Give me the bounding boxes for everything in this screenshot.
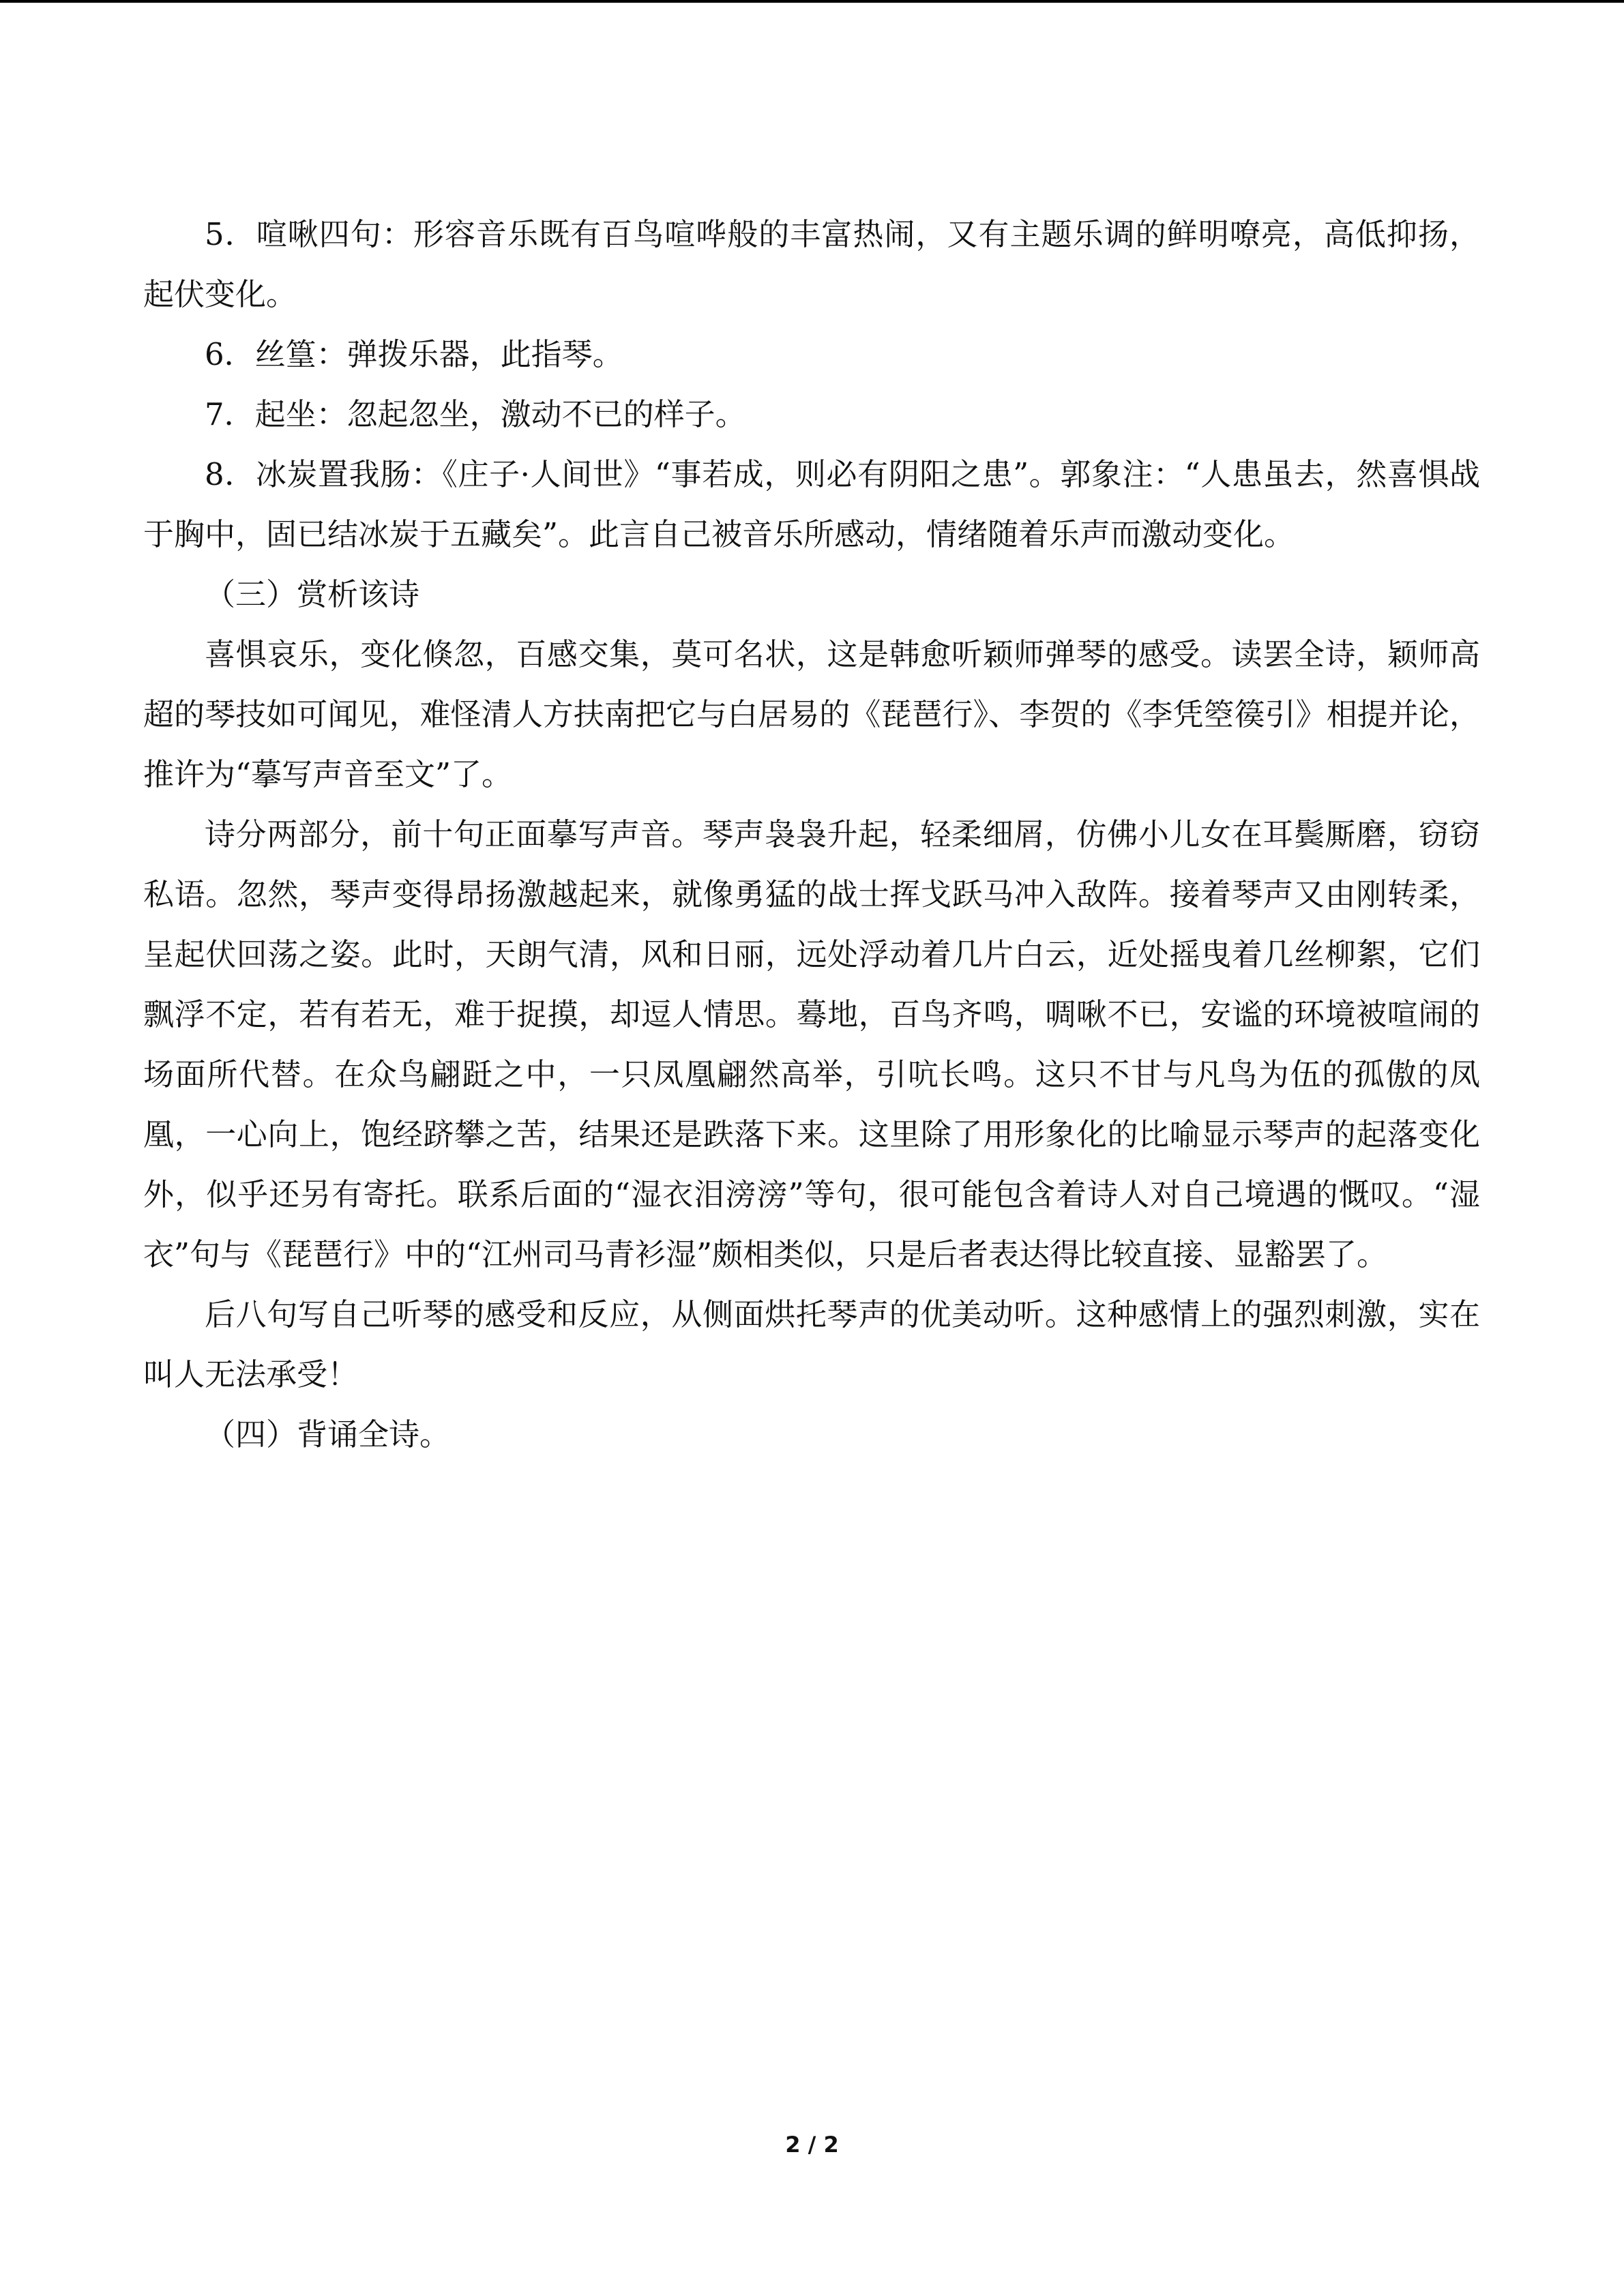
note-5: 5．喧啾四句：形容音乐既有百鸟喧哗般的丰富热闹，又有主题乐调的鲜明嘹亮，高低抑扬，起伏变化。 [143,216,1480,312]
appreciation-paragraph-1: 喜惧哀乐，变化倏忽，百感交集，莫可名状，这是韩愈听颖师弹琴的感受。读罢全诗，颖师高超的琴技如可闻见，难怪清人方扶南把它与白居易的《琵琶行》、李贺的《李凭箜篌引》相提并论，推许为“摹写声音至文”了。 [143,636,1480,792]
note-6: 6．丝篁：弹拨乐器，此指琴。 [205,336,623,372]
appreciation-paragraph-3: 后八句写自己听琴的感受和反应，从侧面烘托琴声的优美动听。这种感情上的强烈刺激，实在叫人无法承受！ [143,1296,1480,1392]
note-8: 8．冰炭置我肠：《庄子·人间世》“事若成，则必有阴阳之患”。郭象注：“人患虽去，然喜惧战于胸中，固已结冰炭于五藏矣”。此言自己被音乐所感动，情绪随着乐声而激动变化。 [143,456,1480,552]
section-heading-appreciation: （三）赏析该诗 [205,576,420,612]
document-body [143,205,1480,1465]
page-number: 2 / 2 [785,2132,839,2158]
note-7: 7．起坐：忽起忽坐，激动不已的样子。 [205,396,746,432]
top-border-line [0,0,1624,3]
appreciation-paragraph-2: 诗分两部分，前十句正面摹写声音。琴声袅袅升起，轻柔细屑，仿佛小儿女在耳鬓厮磨，窃窃私语。忽然，琴声变得昂扬激越起来，就像勇猛的战士挥戈跃马冲入敌阵。接着琴声又由刚转柔，呈起伏回荡之姿。此时，天朗气清，风和日丽，远处浮动着几片白云，近处摇曳着几丝柳絮，它们飘浮不定，若有若无，难于捉摸，却逗人情思。蓦地，百鸟齐鸣，啁啾不已，安谧的环境被喧闹的场面所代替。在众鸟翩跹之中，一只凤凰翩然高举，引吭长鸣。这只不甘与凡鸟为伍的孤傲的凤凰，一心向上，饱经跻攀之苦，结果还是跌落下来。这里除了用形象化的比喻显示琴声的起落变化外，似乎还另有寄托。联系后面的“湿衣泪滂滂”等句，很可能包含着诗人对自己境遇的慨叹。“湿衣”句与《琵琶行》中的“江州司马青衫湿”颇相类似，只是后者表达得比较直接、显豁罢了。 [143,816,1480,1272]
section-heading-recite: （四）背诵全诗。 [205,1416,451,1452]
